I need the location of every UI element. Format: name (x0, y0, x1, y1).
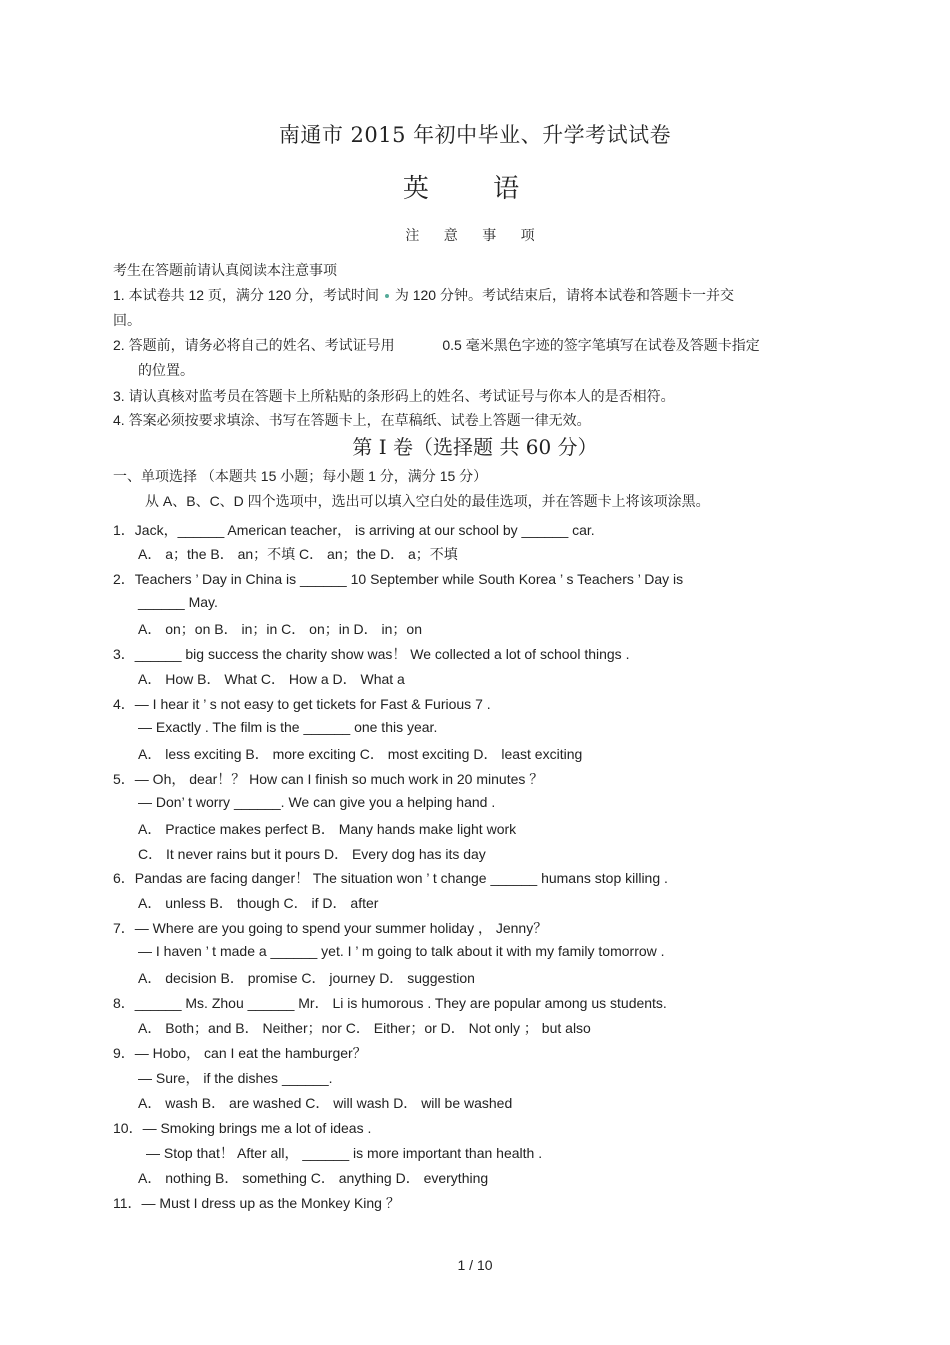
question-line: 10．— Smoking brings me a lot of ideas . (113, 1120, 372, 1136)
question-line: 7．— Where are you going to spend your summer holiday ， Jenny？ (113, 920, 548, 936)
notice-item-2-part-a: 2. 答题前，请务必将自己的姓名、考试证号用 (113, 337, 395, 353)
notice-item-1 (113, 285, 734, 305)
options-line: A． decision B． promise C． journey D． suggestion (138, 970, 475, 986)
dialogue-line: — Exactly . The film is the ______ one this year. (138, 719, 438, 735)
options-line: A． unless B． though C． if D． after (138, 895, 379, 911)
options-line: A． Practice makes perfect B． Many hands make light work (138, 821, 517, 837)
notice-item-3: 3. 请认真核对监考员在答题卡上所粘贴的条形码上的姓名、考试证号与你本人的是否相符。 (113, 388, 675, 404)
question-line: 8．______ Ms. Zhou ______ Mr． Li is humorous . They are popular among us students. (113, 995, 667, 1011)
options-line: A． nothing B． something C． anything D． everything (138, 1170, 489, 1186)
dialogue-line: — Don’ t worry ______. We can give you a helping hand . (138, 794, 496, 810)
question-line: 6．Pandas are facing danger！ The situation won ’ t change ______ humans stop killing . (113, 870, 668, 886)
options-line: A． wash B． are washed C． will wash D． will be washed (138, 1095, 513, 1111)
question-line: 11．— Must I dress up as the Monkey King ？ (113, 1195, 400, 1211)
notice-item-2-cont: 的位置。 (138, 362, 194, 378)
options-line: A． a；the B． an；不填 C． an；the D． a；不填 (138, 546, 458, 562)
notice-item-1-cont: 回。 (113, 312, 141, 328)
dialogue-line: — Sure， if the dishes ______. (138, 1070, 333, 1086)
options-line: C． It never rains but it pours D． Every dog has its day (138, 846, 486, 862)
options-line: A． Both；and B． Neither；nor C． Either；or D． Not only ； but also (138, 1020, 591, 1036)
question-line: 3．______ big success the charity show was！ We collected a lot of school things . (113, 646, 630, 662)
stray-mark-icon (385, 294, 389, 298)
question-line: 2．Teachers ’ Day in China is ______ 10 September while South Korea ’ s Teachers ’ Day is (113, 571, 684, 587)
question-line: 1．Jack，______ American teacher， is arriving at our school by ______ car. (113, 522, 595, 538)
notice-heading: 注 意 事 项 (405, 228, 545, 244)
options-line: A． How B． What C． How a D． What a (138, 671, 405, 687)
subject-title: 英 语 (402, 174, 548, 204)
part-heading: 一、单项选择 （本题共 15 小题；每小题 1 分，满分 15 分） (113, 468, 488, 484)
options-line: A． less exciting B． more exciting C． most exciting D． least exciting (138, 746, 583, 762)
part-instructions: 从 A、B、C、D 四个选项中，选出可以填入空白处的最佳选项，并在答题卡上将该项涂黑。 (145, 493, 710, 509)
question-line-cont: ______ May. (138, 594, 218, 610)
question-line: 4．— I hear it ’ s not easy to get tickets for Fast & Furious 7 . (113, 696, 491, 712)
question-line: 5．— Oh， dear！？ How can I finish so much work in 20 minutes ？ (113, 771, 544, 787)
question-line: 9．— Hobo， can I eat the hamburger？ (113, 1045, 367, 1061)
options-line: A． on；on B． in；in C． on；in D． in；on (138, 621, 422, 637)
dialogue-line: — I haven ’ t made a ______ yet. I ’ m going to talk about it with my family tomorrow . (138, 943, 665, 959)
section-heading: 第 I 卷（选择题 共 60 分） (352, 435, 598, 459)
notice-item-2 (113, 335, 760, 355)
notice-item-2-part-b: 0.5 毫米黑色字迹的签字笔填写在试卷及答题卡指定 (442, 337, 760, 353)
notice-item-1-part-b: 为 120 分钟。考试结束后，请将本试卷和答题卡一并交 (394, 287, 734, 303)
notice-item-4: 4. 答案必须按要求填涂、书写在答题卡上，在草稿纸、试卷上答题一律无效。 (113, 412, 591, 428)
dialogue-line: — Stop that！ After all， ______ is more important than health . (146, 1145, 543, 1161)
notice-intro: 考生在答题前请认真阅读本注意事项 (113, 262, 337, 278)
notice-item-1-part-a: 1. 本试卷共 12 页，满分 120 分，考试时间 (113, 287, 380, 303)
page-number: 1 / 10 (457, 1257, 493, 1273)
exam-title: 南通市 2015 年初中毕业、升学考试试卷 (278, 123, 672, 147)
